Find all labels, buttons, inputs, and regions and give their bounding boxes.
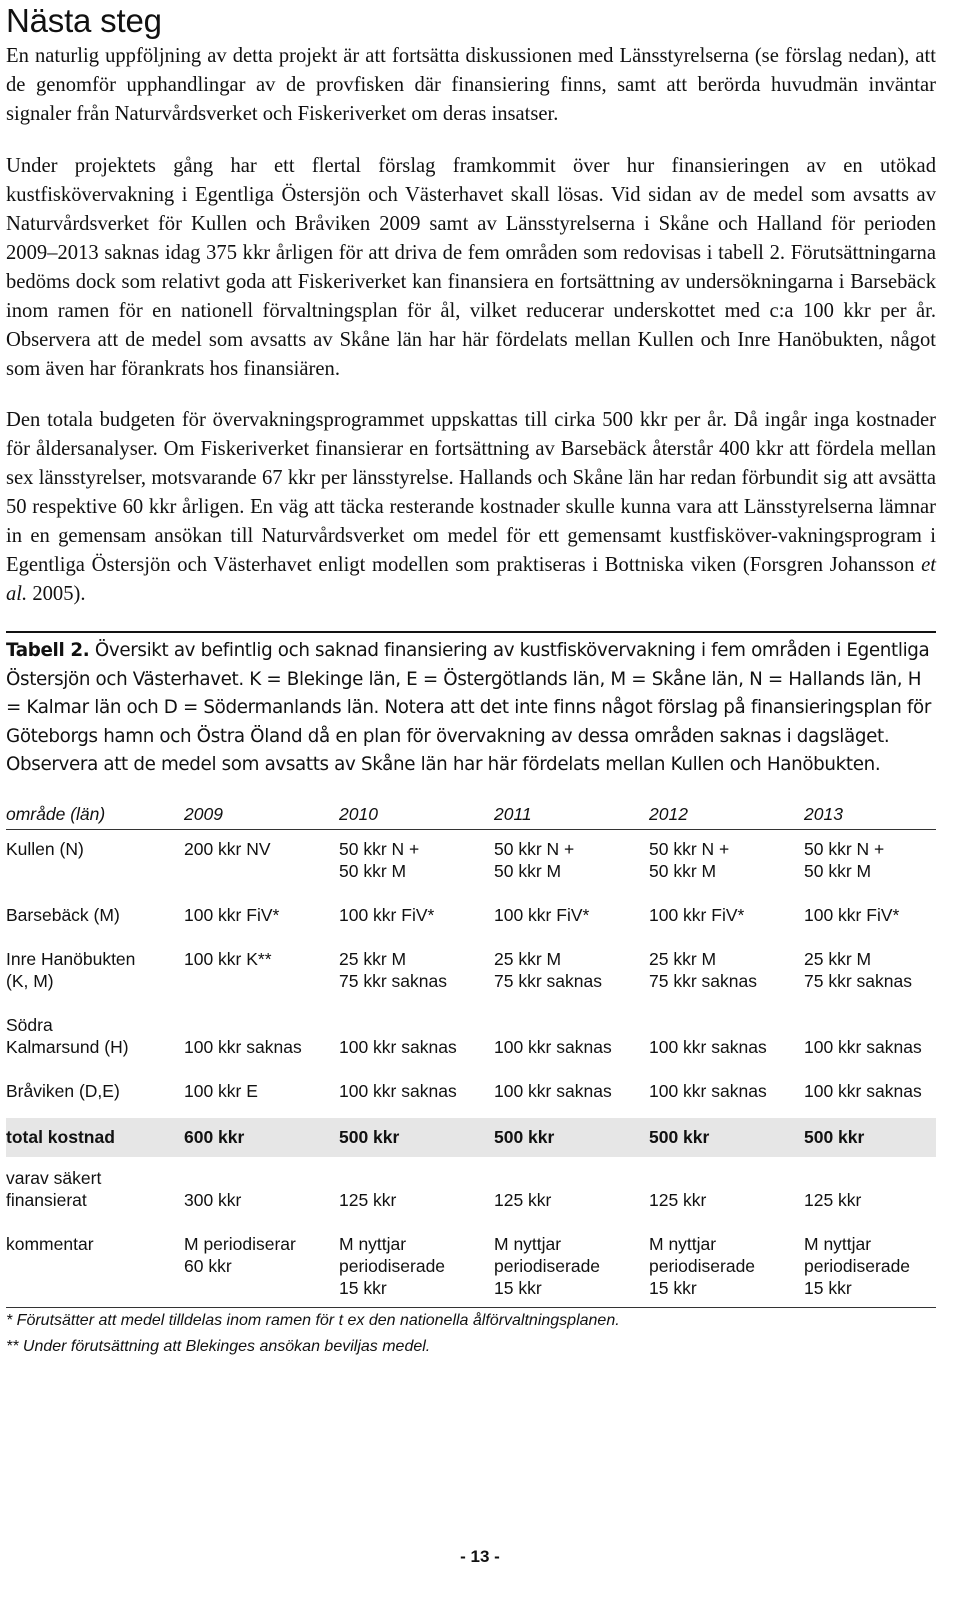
table-cell: 125 kkr <box>494 1189 552 1210</box>
table-row <box>6 1227 936 1307</box>
table-row <box>6 1157 936 1227</box>
table-cell: 100 kkr saknas <box>494 1036 612 1057</box>
table-caption-text: Översikt av befintlig och saknad finansiering av kustfiskövervakning i fem områden i Egentliga Östersjön och Västerhavet. K = Blekinge län, E = Östergötlands län, M = Skåne län, N = Hallands län, H = Kalmar län och D = Södermanlands län. Notera att det inte finns något förslag på finansieringsplan för Göteborgs hamn och Östra Öland då en plan för övervakning av dessa områden saknas i dagsläget. Observera att de medel som avsatts av Skåne län har här fördelats mellan Kullen och Hanöbukten. <box>6 640 931 775</box>
column-header-1: 2009 <box>184 800 339 830</box>
table-cell: 50 kkr N + 50 kkr M <box>494 838 575 881</box>
row-label-cell: Bråviken (D,E) <box>6 1080 120 1101</box>
table-cell: 125 kkr <box>804 1189 862 1210</box>
table-caption <box>6 637 936 780</box>
table-cell: M periodiserar 60 kkr <box>184 1233 296 1276</box>
row-label-cell: Inre Hanöbukten (K, M) <box>6 948 136 991</box>
section-divider <box>6 631 936 633</box>
table-cell: 125 kkr <box>649 1189 707 1210</box>
table-cell: 100 kkr K** <box>184 948 272 969</box>
table-cell: 100 kkr saknas <box>649 1036 767 1057</box>
column-header-0: område (län) <box>6 800 184 830</box>
table-cell: 100 kkr FiV* <box>804 904 900 925</box>
paragraph-3-italic: et al. <box>6 554 936 605</box>
table-cell: 100 kkr saknas <box>339 1080 457 1101</box>
table-cell: 300 kkr <box>184 1189 242 1210</box>
column-header-5: 2013 <box>804 800 936 830</box>
table-cell: 100 kkr FiV* <box>184 904 280 925</box>
page-title: Nästa steg <box>6 2 162 39</box>
document-page <box>6 0 936 1360</box>
table-row <box>6 942 936 1008</box>
table-row <box>6 898 936 942</box>
table-cell: M nyttjar periodiserade 15 kkr <box>804 1233 911 1298</box>
table-cell: 200 kkr NV <box>184 838 271 859</box>
table-header-row <box>6 800 936 830</box>
column-header-3: 2011 <box>494 800 649 830</box>
table-cell: 50 kkr N + 50 kkr M <box>339 838 420 881</box>
table-cell: 100 kkr saknas <box>184 1036 302 1057</box>
table-cell: 600 kkr <box>184 1118 339 1157</box>
table-cell: 500 kkr <box>804 1118 936 1157</box>
table-cell: 50 kkr N + 50 kkr M <box>649 838 730 881</box>
paragraph-1: En naturlig uppföljning av detta projekt är att fortsätta diskussionen med Länsstyrelserna (se förslag nedan), att de genomför upphandlingar av de provfisken där finansiering finns, samt att berörda huvudmän inväntar signaler från Naturvårdsverket och Fiskeriverket om deras insatser. <box>6 45 936 125</box>
footnote-2: ** Under förutsättning att Blekinges ansökan beviljas medel. <box>6 1337 431 1355</box>
table-cell: 100 kkr saknas <box>804 1080 922 1101</box>
table-row <box>6 1074 936 1118</box>
row-label-cell: varav säkert finansierat <box>6 1167 102 1210</box>
table-cell: 100 kkr saknas <box>494 1080 612 1101</box>
paragraph-3-end: 2005). <box>32 583 86 605</box>
row-label-cell: Södra Kalmarsund (H) <box>6 1014 129 1057</box>
table-cell: 100 kkr saknas <box>649 1080 767 1101</box>
table-cell: 25 kkr M 75 kkr saknas <box>339 948 447 991</box>
table-cell: M nyttjar periodiserade 15 kkr <box>649 1233 756 1298</box>
table-row <box>6 829 936 898</box>
column-header-2: 2010 <box>339 800 494 830</box>
paragraph-3 <box>6 406 936 609</box>
paragraph-3-text: Den totala budgeten för övervakningsprogrammet uppskattas till cirka 500 kkr per år. Då ingår inga kostnader för åldersanalyser. Om Fiskeriverket finansierar en fortsättning av Barsebäck återstår 400 kkr att fördela mellan sex länsstyrelser, motsvarande 67 kkr per länsstyrelse. Hallands och Skåne län har redan förbundit sig att avsätta 50 respektive 60 kkr årligen. En väg att täcka resterande kostnader skulle kunna vara att Länsstyrelserna lämnar in en gemensam ansökan till Naturvårdsverket om medel för ett gemensamt kustfisköver-vakningsprogram i Egentliga Östersjön och Västerhavet enligt modellen som praktiseras i Bottniska viken (Forsgren Johansson <box>6 409 936 576</box>
row-label-cell: total kostnad <box>6 1118 184 1157</box>
table-cell: 100 kkr FiV* <box>339 904 435 925</box>
table-cell: 50 kkr N + 50 kkr M <box>804 838 885 881</box>
table-cell: 125 kkr <box>339 1189 397 1210</box>
table-cell: 100 kkr FiV* <box>494 904 590 925</box>
table-cell: 500 kkr <box>649 1118 804 1157</box>
page-number: - 13 - <box>460 1547 500 1566</box>
financing-table <box>6 800 936 1307</box>
table-row <box>6 1118 936 1157</box>
table-cell: 500 kkr <box>494 1118 649 1157</box>
table-cell: 100 kkr FiV* <box>649 904 745 925</box>
table-cell: 25 kkr M 75 kkr saknas <box>804 948 912 991</box>
paragraph-2: Under projektets gång har ett flertal förslag framkommit över hur finansieringen av en utökad kustfiskövervakning i Egentliga Östersjön och Västerhavet skall lösas. Vid sidan av de medel som avsatts av Naturvårdsverket för Kullen och Bråviken 2009 samt av Länsstyrelserna i Skåne och Halland för perioden 2009–2013 saknas idag 375 kkr årligen för att driva de fem områden som redovisas i tabell 2. Förutsättningarna bedöms dock som relativt goda att Fiskeriverket kan finansiera en fortsättning av undersökningarna i Barsebäck inom ramen för en nationell förvaltningsplan för ål, vilket reducerar underskottet med c:a 100 kkr per år. Observera att de medel som avsatts av Skåne län har här fördelats mellan Kullen och Inre Hanöbukten, något som även har förankrats hos finansiären. <box>6 155 936 380</box>
table-row <box>6 1008 936 1074</box>
table-cell: M nyttjar periodiserade 15 kkr <box>339 1233 446 1298</box>
table-caption-label: Tabell 2. <box>6 640 90 661</box>
row-label-cell: kommentar <box>6 1233 94 1254</box>
table-cell: 25 kkr M 75 kkr saknas <box>494 948 602 991</box>
table-cell: 100 kkr E <box>184 1080 258 1101</box>
table-cell: 25 kkr M 75 kkr saknas <box>649 948 757 991</box>
table-cell: M nyttjar periodiserade 15 kkr <box>494 1233 601 1298</box>
table-cell: 100 kkr saknas <box>339 1036 457 1057</box>
footnote-1: * Förutsätter att medel tilldelas inom ramen för t ex den nationella ålförvaltningsplanen. <box>6 1311 620 1329</box>
table-cell: 100 kkr saknas <box>804 1036 922 1057</box>
row-label-cell: Barsebäck (M) <box>6 904 120 925</box>
column-header-4: 2012 <box>649 800 804 830</box>
row-label-cell: Kullen (N) <box>6 838 84 859</box>
table-cell: 500 kkr <box>339 1118 494 1157</box>
